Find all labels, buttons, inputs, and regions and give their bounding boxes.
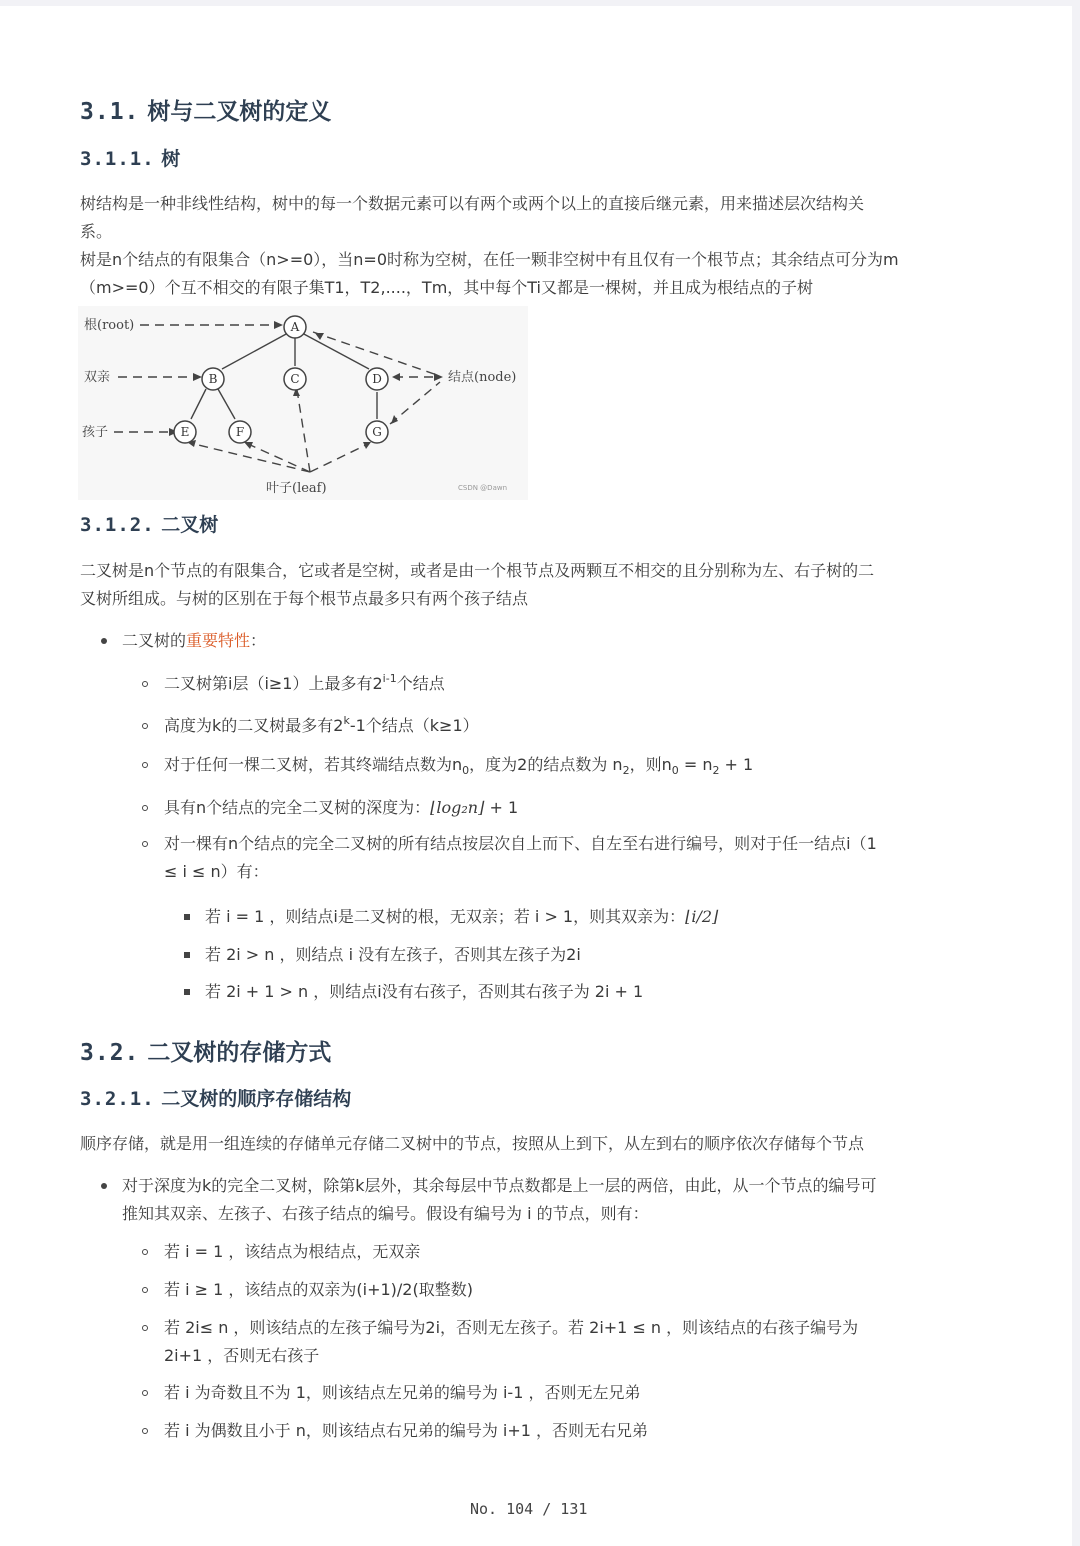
important-properties-highlight: 重要特性 xyxy=(186,631,251,650)
storage-rule-2: 若 i ≥ 1 ，该结点的双亲为(i+1)/2(取整数) xyxy=(164,1280,473,1299)
tree-paragraph-2-line-2: （m>=0）个互不相交的有限子集T1，T2,....，Tm，其中每个Ti又都是一棵树，并且成为根结点的子树 xyxy=(80,278,814,297)
bullet-circle xyxy=(142,723,148,729)
document-page xyxy=(0,6,1072,1546)
property-4: 具有n个结点的完全二叉树的深度为：⌊log₂n⌋ + 1 xyxy=(164,798,519,817)
node-label-a: A xyxy=(290,320,300,334)
bullet-circle xyxy=(142,1428,148,1434)
label-child: 孩子 xyxy=(82,425,109,440)
parent-formula: ⌊i/2⌋ xyxy=(685,907,719,926)
section-heading-3-2-1: 3.2.1. 二叉树的顺序存储结构 xyxy=(80,1088,352,1110)
storage-bullet-line-1: 对于深度为k的完全二叉树，除第k层外，其余每层中节点数都是上一层的两倍，由此，从一个节点的编号可 xyxy=(122,1176,877,1195)
storage-rule-3-line-1: 若 2i≤ n ，则该结点的左孩子编号为2i，否则无左孩子。若 2i+1 ≤ n ，则该结点的右孩子编号为 xyxy=(164,1318,859,1337)
label-node: 结点(node) xyxy=(448,370,517,385)
binary-tree-paragraph-line-1: 二叉树是n个节点的有限集合，它或者是空树，或者是由一个根节点及两颗互不相交的且分别称为左、右子树的二 xyxy=(80,561,875,580)
property-3: 对于任何一棵二叉树，若其终端结点数为$n_0$，度为2的结点数为 $n_2$，则$n_0 = n_2 + 1$ xyxy=(164,755,754,777)
bullet-circle xyxy=(142,681,148,687)
label-leaf: 叶子(leaf) xyxy=(266,481,327,496)
bullet-circle xyxy=(142,1249,148,1255)
section-heading-3-2: 3.2. 二叉树的存储方式 xyxy=(80,1040,332,1066)
bullet-circle xyxy=(142,1287,148,1293)
label-root: 根(root) xyxy=(84,318,135,333)
bullet-square xyxy=(184,952,190,958)
bullet-circle xyxy=(142,762,148,768)
bullet-square xyxy=(184,989,190,995)
property-5-line-1: 对一棵有n个结点的完全二叉树的所有结点按层次自上而下、自左至右进行编号，则对于任一结点i（1 xyxy=(164,834,877,853)
storage-rule-4: 若 i 为奇数且不为 1，则该结点左兄弟的编号为 i-1 ，否则无左兄弟 xyxy=(164,1383,641,1402)
properties-intro: 二叉树的重要特性： xyxy=(122,631,267,650)
property-5-line-2: ≤ i ≤ n）有： xyxy=(164,862,269,881)
bullet-circle xyxy=(142,1390,148,1396)
node-label-b: B xyxy=(208,372,218,386)
storage-rule-1: 若 i = 1 ，该结点为根结点，无双亲 xyxy=(164,1242,421,1261)
node-label-g: G xyxy=(372,425,382,439)
node-label-e: E xyxy=(180,425,190,439)
node-label-d: D xyxy=(372,372,382,386)
storage-rule-3-line-2: 2i+1 ，否则无右孩子 xyxy=(164,1346,320,1365)
section-heading-3-1-2: 3.1.2. 二叉树 xyxy=(80,514,219,536)
tree-paragraph-1-line-1: 树结构是一种非线性结构，树中的每一个数据元素可以有两个或两个以上的直接后继元素，用来描述层次结构关 xyxy=(80,194,865,213)
tree-paragraph-2-line-1: 树是n个结点的有限集合（n>=0），当n=0时称为空树，在任一颗非空树中有且仅有一个根节点；其余结点可分为m xyxy=(80,250,899,269)
sub-property-1: 若 i = 1 ，则结点i是二叉树的根，无双亲；若 i > 1，则其双亲为：⌊i/2⌋ xyxy=(205,907,719,926)
page-number: No. 104 / 131 xyxy=(470,1500,588,1518)
property-1: 二叉树第i层（i≥1）上最多有2$^{i-1}$个结点 xyxy=(164,672,445,693)
sub-property-3: 若 2i + 1 > n ，则结点i没有右孩子，否则其右孩子为 2i + 1 xyxy=(205,982,644,1001)
label-parent: 双亲 xyxy=(84,370,111,385)
section-heading-3-1-1: 3.1.1. 树 xyxy=(80,148,181,170)
bullet-square xyxy=(184,914,190,920)
watermark: CSDN @Dawn xyxy=(458,484,508,492)
tree-paragraph-1-line-2: 系。 xyxy=(80,222,113,241)
sequential-storage-paragraph: 顺序存储，就是用一组连续的存储单元存储二叉树中的节点，按照从上到下，从左到右的顺序依次存储每个节点 xyxy=(80,1134,865,1153)
bullet-circle xyxy=(142,1325,148,1331)
section-heading-3-1: 3.1. 树与二叉树的定义 xyxy=(80,99,332,125)
sub-property-2: 若 2i > n ，则结点 i 没有左孩子，否则其左孩子为2i xyxy=(205,945,581,964)
bullet-circle xyxy=(142,841,148,847)
node-label-f: F xyxy=(235,425,245,439)
bullet-disc xyxy=(101,638,107,644)
binary-tree-paragraph-line-2: 叉树所组成。与树的区别在于每个根节点最多只有两个孩子结点 xyxy=(80,589,529,608)
bullet-disc xyxy=(101,1183,107,1189)
bullet-circle xyxy=(142,805,148,811)
property-2: 高度为k的二叉树最多有2$^k$-1个结点（k≥1） xyxy=(164,714,479,735)
storage-bullet-line-2: 推知其双亲、左孩子、右孩子结点的编号。假设有编号为 i 的节点，则有： xyxy=(122,1204,649,1223)
tree-diagram xyxy=(78,306,528,500)
node-label-c: C xyxy=(290,372,300,386)
storage-rule-5: 若 i 为偶数且小于 n，则该结点右兄弟的编号为 i+1 ，否则无右兄弟 xyxy=(164,1421,649,1440)
depth-formula: ⌊log₂n⌋ xyxy=(430,798,485,817)
